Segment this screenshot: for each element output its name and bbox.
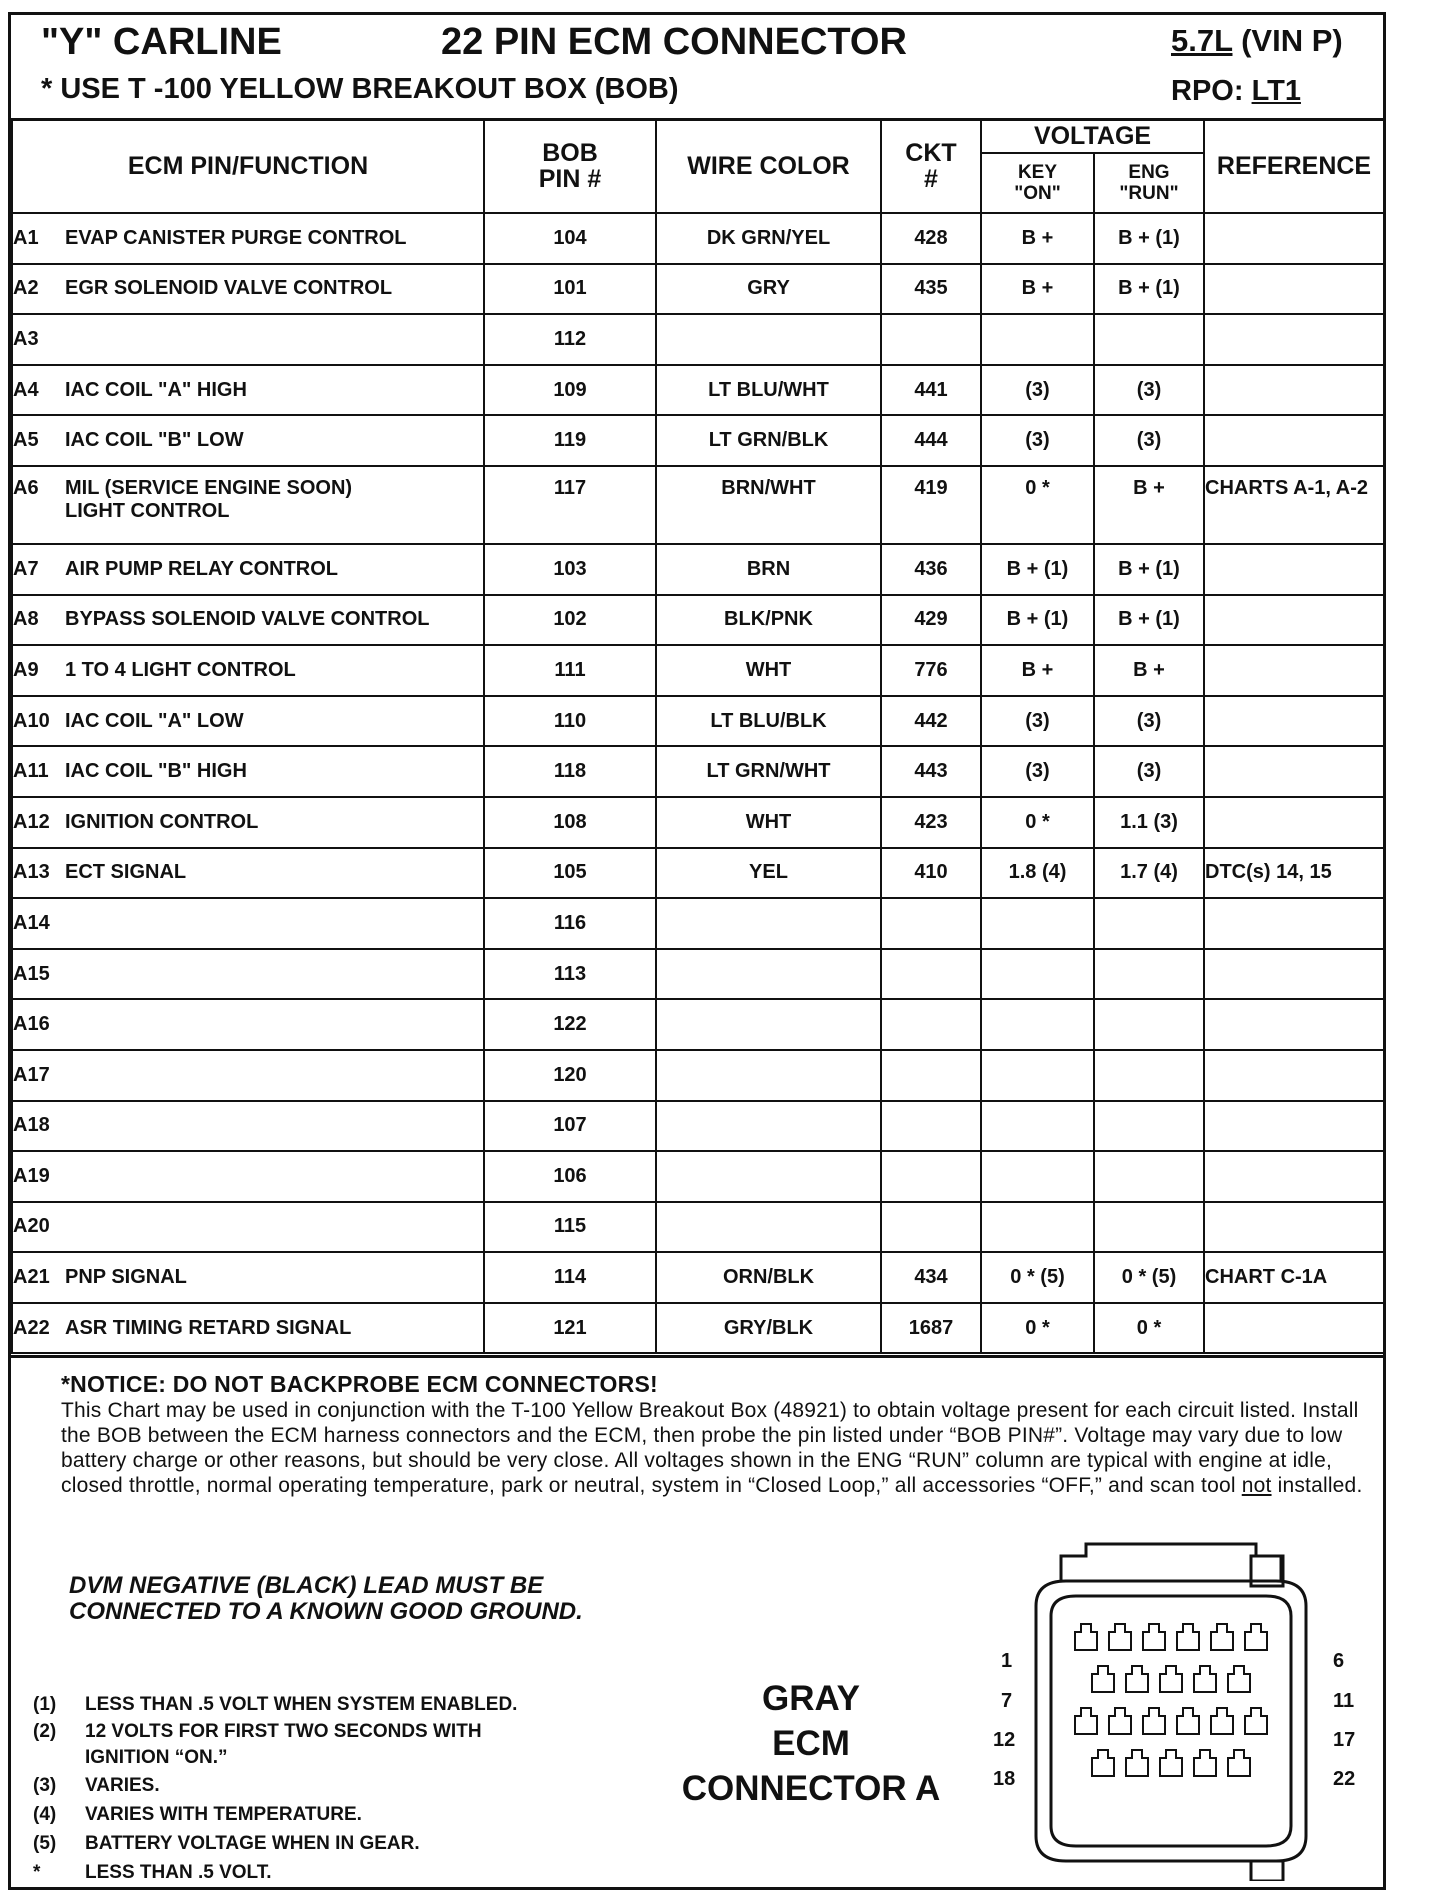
cell-key-on [981, 898, 1094, 949]
connector-pin-cavity [1194, 1666, 1216, 1692]
ecm-pin: A12 [13, 810, 50, 833]
cell-pin-function [12, 696, 484, 747]
connector-pin-cavity [1092, 1666, 1114, 1692]
cell-key-on: B + [981, 264, 1094, 315]
cell-wire-color: WHT [656, 797, 881, 848]
cell-ckt [881, 314, 981, 365]
cell-key-on: (3) [981, 746, 1094, 797]
rpo-value: LT1 [1251, 75, 1301, 107]
cell-bob-pin: 102 [484, 595, 656, 646]
engine-code [1171, 23, 1343, 59]
connector-title: 22 PIN ECM CONNECTOR [441, 21, 907, 63]
cell-reference [1204, 797, 1384, 848]
connector-tab [1251, 1861, 1283, 1881]
pin-function: EVAP CANISTER PURGE CONTROL [65, 226, 407, 249]
col-bob-pin: BOB PIN # [484, 119, 656, 213]
ecm-pin: A22 [13, 1316, 50, 1339]
cell-wire-color [656, 898, 881, 949]
table-row [12, 746, 1384, 797]
cell-bob-pin: 108 [484, 797, 656, 848]
cell-wire-color: LT GRN/WHT [656, 746, 881, 797]
connector-pin-cavity [1228, 1666, 1250, 1692]
table-row [12, 999, 1384, 1050]
cell-bob-pin: 110 [484, 696, 656, 747]
cell-key-on: 0 * (5) [981, 1252, 1094, 1303]
cell-key-on [981, 314, 1094, 365]
cell-eng-run: (3) [1094, 415, 1204, 466]
cell-wire-color: BRN/WHT [656, 466, 881, 544]
col-eng-run: ENG "RUN" [1094, 153, 1204, 213]
pin-label-12: 12 [993, 1729, 1016, 1751]
table-row [12, 544, 1384, 595]
col-reference: REFERENCE [1204, 119, 1384, 213]
cell-eng-run: B + (1) [1094, 595, 1204, 646]
cell-bob-pin: 118 [484, 746, 656, 797]
table-row [12, 1101, 1384, 1152]
cell-reference [1204, 696, 1384, 747]
connector-pin-cavity [1177, 1708, 1199, 1734]
cell-ckt [881, 1101, 981, 1152]
cell-ckt: 442 [881, 696, 981, 747]
connector-pin-cavity [1109, 1708, 1131, 1734]
notes-section [11, 1355, 1383, 1888]
cell-reference [1204, 1151, 1384, 1202]
ecm-pin: A6 [13, 476, 39, 499]
cell-bob-pin: 115 [484, 1202, 656, 1253]
cell-ckt: 1687 [881, 1303, 981, 1354]
cell-key-on: 1.8 (4) [981, 848, 1094, 899]
cell-eng-run [1094, 898, 1204, 949]
pin-function: IAC COIL "B" LOW [65, 429, 244, 452]
ecm-pin: A11 [13, 760, 49, 783]
ecm-pin: A8 [13, 608, 39, 631]
chart-header [11, 15, 1383, 121]
footnote: (5) BATTERY VOLTAGE WHEN IN GEAR. [33, 1833, 420, 1854]
col-voltage: VOLTAGE [981, 119, 1204, 153]
cell-reference [1204, 898, 1384, 949]
cell-eng-run: B + (1) [1094, 213, 1204, 264]
cell-reference [1204, 314, 1384, 365]
cell-reference [1204, 746, 1384, 797]
pin-function: 1 TO 4 LIGHT CONTROL [65, 658, 296, 681]
cell-key-on [981, 1050, 1094, 1101]
footnote: (1) LESS THAN .5 VOLT WHEN SYSTEM ENABLED. [33, 1694, 518, 1715]
cell-pin-function [12, 213, 484, 264]
col-pin-function: ECM PIN/FUNCTION [12, 119, 484, 213]
pin-function: ECT SIGNAL [65, 861, 187, 884]
cell-eng-run: 1.1 (3) [1094, 797, 1204, 848]
table-row [12, 1050, 1384, 1101]
cell-pin-function [12, 415, 484, 466]
cell-pin-function [12, 898, 484, 949]
cell-ckt [881, 1050, 981, 1101]
cell-pin-function [12, 999, 484, 1050]
connector-pin-cavity [1228, 1750, 1250, 1776]
cell-wire-color: BRN [656, 544, 881, 595]
cell-reference [1204, 544, 1384, 595]
cell-wire-color [656, 314, 881, 365]
connector-label-line1: GRAY [762, 1679, 860, 1718]
cell-wire-color: BLK/PNK [656, 595, 881, 646]
cell-eng-run: 0 * (5) [1094, 1252, 1204, 1303]
connector-pin-cavity [1143, 1624, 1165, 1650]
connector-pin-cavity [1194, 1750, 1216, 1776]
ecm-pin: A1 [13, 226, 39, 249]
cell-bob-pin: 119 [484, 415, 656, 466]
cell-bob-pin: 104 [484, 213, 656, 264]
pin-function: IAC COIL "A" LOW [65, 709, 244, 732]
cell-key-on: (3) [981, 415, 1094, 466]
cell-reference [1204, 1303, 1384, 1354]
notice-block [61, 1372, 1371, 1498]
cell-bob-pin: 114 [484, 1252, 656, 1303]
connector-pin-cavity [1160, 1666, 1182, 1692]
pin-function: ASR TIMING RETARD SIGNAL [65, 1316, 352, 1339]
cell-bob-pin: 109 [484, 365, 656, 416]
cell-reference [1204, 949, 1384, 1000]
table-row [12, 1303, 1384, 1354]
engine-vin: (VIN P) [1241, 23, 1343, 58]
table-row [12, 264, 1384, 315]
cell-eng-run: 0 * [1094, 1303, 1204, 1354]
table-row [12, 314, 1384, 365]
cell-key-on [981, 949, 1094, 1000]
cell-pin-function [12, 645, 484, 696]
cell-key-on: B + [981, 213, 1094, 264]
table-row [12, 1252, 1384, 1303]
cell-pin-function [12, 1101, 484, 1152]
connector-pin-cavity [1245, 1624, 1267, 1650]
cell-reference [1204, 1202, 1384, 1253]
cell-ckt: 444 [881, 415, 981, 466]
cell-key-on [981, 1101, 1094, 1152]
cell-eng-run [1094, 1101, 1204, 1152]
cell-reference: DTC(s) 14, 15 [1204, 848, 1384, 899]
cell-eng-run [1094, 314, 1204, 365]
cell-key-on [981, 1151, 1094, 1202]
connector-pin-cavity [1075, 1708, 1097, 1734]
cell-eng-run: B + [1094, 645, 1204, 696]
cell-ckt: 441 [881, 365, 981, 416]
connector-latch [1061, 1544, 1281, 1581]
connector-pin-cavity [1245, 1708, 1267, 1734]
connector-pin-cavity [1109, 1624, 1131, 1650]
cell-reference: CHART C-1A [1204, 1252, 1384, 1303]
cell-key-on: 0 * [981, 797, 1094, 848]
table-row [12, 949, 1384, 1000]
pin-table [11, 118, 1385, 1354]
pin-label-7: 7 [1001, 1690, 1013, 1712]
cell-wire-color: LT GRN/BLK [656, 415, 881, 466]
cell-reference [1204, 645, 1384, 696]
col-ckt: CKT # [881, 119, 981, 213]
table-row [12, 1202, 1384, 1253]
cell-eng-run: B + (1) [1094, 264, 1204, 315]
cell-pin-function [12, 595, 484, 646]
ecm-pin: A16 [13, 1013, 50, 1036]
table-row [12, 848, 1384, 899]
pin-function: IGNITION CONTROL [65, 810, 259, 833]
cell-bob-pin: 113 [484, 949, 656, 1000]
notice-not: not [1241, 1474, 1272, 1497]
connector-pin-cavity [1126, 1750, 1148, 1776]
table-row [12, 797, 1384, 848]
connector-inner-shell [1051, 1596, 1291, 1846]
pin-function: AIR PUMP RELAY CONTROL [65, 557, 338, 580]
footnote: * LESS THAN .5 VOLT. [33, 1862, 272, 1883]
cell-key-on [981, 999, 1094, 1050]
cell-ckt: 776 [881, 645, 981, 696]
cell-eng-run [1094, 1202, 1204, 1253]
cell-eng-run: 1.7 (4) [1094, 848, 1204, 899]
cell-wire-color [656, 949, 881, 1000]
cell-key-on: (3) [981, 696, 1094, 747]
cell-eng-run: (3) [1094, 365, 1204, 416]
table-row [12, 645, 1384, 696]
ecm-pin: A13 [13, 861, 50, 884]
rpo-label: RPO: [1171, 75, 1244, 107]
cell-bob-pin: 112 [484, 314, 656, 365]
cell-reference [1204, 264, 1384, 315]
connector-pin-cavity [1143, 1708, 1165, 1734]
cell-wire-color: ORN/BLK [656, 1252, 881, 1303]
cell-pin-function [12, 365, 484, 416]
cell-eng-run [1094, 949, 1204, 1000]
bob-instruction: * USE T -100 YELLOW BREAKOUT BOX (BOB) [41, 73, 679, 105]
cell-pin-function [12, 544, 484, 595]
table-row [12, 696, 1384, 747]
cell-reference [1204, 1101, 1384, 1152]
cell-pin-function [12, 1303, 484, 1354]
notice-body: This Chart may be used in conjunction with the T-100 Yellow Breakout Box (48921) to obtain voltage present for each circuit listed. Install the BOB between the ECM harness connectors and the ECM, then probe the pin listed under “BOB PIN#”. Voltage may vary due to low battery charge or other reasons, but should be very close. All voltages shown in the ENG “RUN” column are typical with engine at idle, closed throttle, normal operating temperature, park or neutral, system in “Closed Loop,” all accessories “OFF,” and scan tool [61, 1399, 1359, 1497]
cell-ckt: 410 [881, 848, 981, 899]
cell-pin-function [12, 1202, 484, 1253]
table-row [12, 595, 1384, 646]
cell-pin-function [12, 1151, 484, 1202]
cell-eng-run: (3) [1094, 696, 1204, 747]
table-row [12, 466, 1384, 544]
cell-reference [1204, 365, 1384, 416]
cell-ckt: 434 [881, 1252, 981, 1303]
cell-eng-run [1094, 1050, 1204, 1101]
ecm-pin: A20 [13, 1215, 50, 1238]
cell-wire-color: LT BLU/WHT [656, 365, 881, 416]
cell-ckt [881, 949, 981, 1000]
pin-function: PNP SIGNAL [65, 1266, 187, 1289]
cell-pin-function [12, 949, 484, 1000]
table-row [12, 1151, 1384, 1202]
table-row [12, 898, 1384, 949]
cell-reference [1204, 999, 1384, 1050]
ecm-pin: A9 [13, 658, 39, 681]
connector-shell [1036, 1581, 1306, 1861]
cell-reference [1204, 1050, 1384, 1101]
cell-wire-color [656, 999, 881, 1050]
connector-pin-cavity [1177, 1624, 1199, 1650]
cell-ckt [881, 898, 981, 949]
table-row [12, 365, 1384, 416]
cell-pin-function [12, 314, 484, 365]
cell-ckt [881, 999, 981, 1050]
cell-wire-color [656, 1202, 881, 1253]
pin-function: IAC COIL "B" HIGH [65, 760, 247, 783]
ecm-connector-chart [8, 12, 1386, 1890]
cell-bob-pin: 116 [484, 898, 656, 949]
connector-face-diagram [1021, 1536, 1321, 1881]
connector-label-line3: CONNECTOR A [681, 1769, 941, 1808]
cell-pin-function [12, 746, 484, 797]
cell-eng-run [1094, 1151, 1204, 1202]
ecm-pin: A21 [13, 1266, 50, 1289]
rpo-code [1171, 75, 1301, 108]
ecm-pin: A10 [13, 709, 50, 732]
cell-ckt: 435 [881, 264, 981, 315]
cell-wire-color: WHT [656, 645, 881, 696]
cell-wire-color: GRY [656, 264, 881, 315]
cell-bob-pin: 106 [484, 1151, 656, 1202]
cell-wire-color: LT BLU/BLK [656, 696, 881, 747]
ecm-pin: A15 [13, 962, 50, 985]
cell-pin-function [12, 797, 484, 848]
cell-wire-color: DK GRN/YEL [656, 213, 881, 264]
cell-key-on: B + (1) [981, 544, 1094, 595]
cell-wire-color [656, 1050, 881, 1101]
footnote: (3) VARIES. [33, 1775, 160, 1796]
connector-pin-cavity [1092, 1750, 1114, 1776]
cell-wire-color: GRY/BLK [656, 1303, 881, 1354]
cell-bob-pin: 101 [484, 264, 656, 315]
ecm-pin: A18 [13, 1114, 50, 1137]
cell-wire-color [656, 1101, 881, 1152]
cell-bob-pin: 121 [484, 1303, 656, 1354]
dvm-warning [69, 1573, 583, 1625]
cell-ckt: 429 [881, 595, 981, 646]
ecm-pin: A19 [13, 1164, 50, 1187]
cell-pin-function [12, 466, 484, 544]
connector-label [651, 1676, 971, 1811]
cell-pin-function [12, 848, 484, 899]
cell-key-on: B + (1) [981, 595, 1094, 646]
pin-label-22: 22 [1333, 1768, 1356, 1790]
ecm-pin: A3 [13, 327, 39, 350]
cell-ckt: 428 [881, 213, 981, 264]
connector-pin-cavity [1211, 1708, 1233, 1734]
cell-ckt: 443 [881, 746, 981, 797]
footnote-list [33, 1690, 525, 1887]
col-key-on: KEY "ON" [981, 153, 1094, 213]
connector-pin-cavity [1211, 1624, 1233, 1650]
table-row [12, 415, 1384, 466]
ecm-pin: A5 [13, 429, 39, 452]
cell-reference [1204, 595, 1384, 646]
cell-pin-function [12, 264, 484, 315]
cell-eng-run [1094, 999, 1204, 1050]
cell-ckt: 419 [881, 466, 981, 544]
pin-label-18: 18 [993, 1768, 1016, 1790]
notice-title: *NOTICE: DO NOT BACKPROBE ECM CONNECTORS! [61, 1371, 658, 1397]
dvm-warning-line2: CONNECTED TO A KNOWN GOOD GROUND. [69, 1598, 583, 1625]
cell-bob-pin: 105 [484, 848, 656, 899]
pin-function: IAC COIL "A" HIGH [65, 378, 247, 401]
ecm-pin: A7 [13, 557, 39, 580]
cell-ckt [881, 1202, 981, 1253]
engine-displacement: 5.7L [1171, 23, 1233, 58]
footnote: (2) 12 VOLTS FOR FIRST TWO SECONDS WITH IGNITION “ON.” [33, 1721, 482, 1768]
pin-label-11: 11 [1333, 1690, 1355, 1712]
cell-ckt: 436 [881, 544, 981, 595]
ecm-pin: A4 [13, 378, 39, 401]
ecm-pin: A14 [13, 911, 50, 934]
cell-key-on: (3) [981, 365, 1094, 416]
cell-wire-color: YEL [656, 848, 881, 899]
dvm-warning-line1: DVM NEGATIVE (BLACK) LEAD MUST BE [69, 1572, 544, 1599]
cell-bob-pin: 122 [484, 999, 656, 1050]
cell-ckt [881, 1151, 981, 1202]
cell-reference: CHARTS A-1, A-2 [1204, 466, 1384, 544]
table-row [12, 213, 1384, 264]
col-wire-color: WIRE COLOR [656, 119, 881, 213]
pin-label-6: 6 [1333, 1650, 1345, 1672]
cell-bob-pin: 107 [484, 1101, 656, 1152]
cell-eng-run: B + (1) [1094, 544, 1204, 595]
cell-key-on: B + [981, 645, 1094, 696]
cell-key-on: 0 * [981, 466, 1094, 544]
connector-pin-cavity [1160, 1750, 1182, 1776]
pin-function: EGR SOLENOID VALVE CONTROL [65, 277, 393, 300]
cell-bob-pin: 103 [484, 544, 656, 595]
cell-pin-function [12, 1252, 484, 1303]
connector-pin-cavity [1126, 1666, 1148, 1692]
pin-function: BYPASS SOLENOID VALVE CONTROL [65, 608, 430, 631]
cell-bob-pin: 111 [484, 645, 656, 696]
cell-bob-pin: 120 [484, 1050, 656, 1101]
cell-reference [1204, 213, 1384, 264]
cell-eng-run: B + [1094, 466, 1204, 544]
cell-reference [1204, 415, 1384, 466]
footnote: (4) VARIES WITH TEMPERATURE. [33, 1804, 362, 1825]
connector-pin-cavity [1075, 1624, 1097, 1650]
ecm-pin: A2 [13, 277, 39, 300]
carline-title: "Y" CARLINE [41, 21, 282, 63]
pin-function: MIL (SERVICE ENGINE SOON) LIGHT CONTROL [65, 476, 353, 522]
cell-key-on: 0 * [981, 1303, 1094, 1354]
cell-wire-color [656, 1151, 881, 1202]
connector-label-line2: ECM [772, 1724, 850, 1763]
cell-bob-pin: 117 [484, 466, 656, 544]
pin-label-17: 17 [1333, 1729, 1356, 1751]
cell-ckt: 423 [881, 797, 981, 848]
ecm-pin: A17 [13, 1063, 50, 1086]
cell-key-on [981, 1202, 1094, 1253]
pin-label-1: 1 [1001, 1650, 1013, 1672]
cell-eng-run: (3) [1094, 746, 1204, 797]
notice-body-end: installed. [1277, 1474, 1363, 1497]
cell-pin-function [12, 1050, 484, 1101]
